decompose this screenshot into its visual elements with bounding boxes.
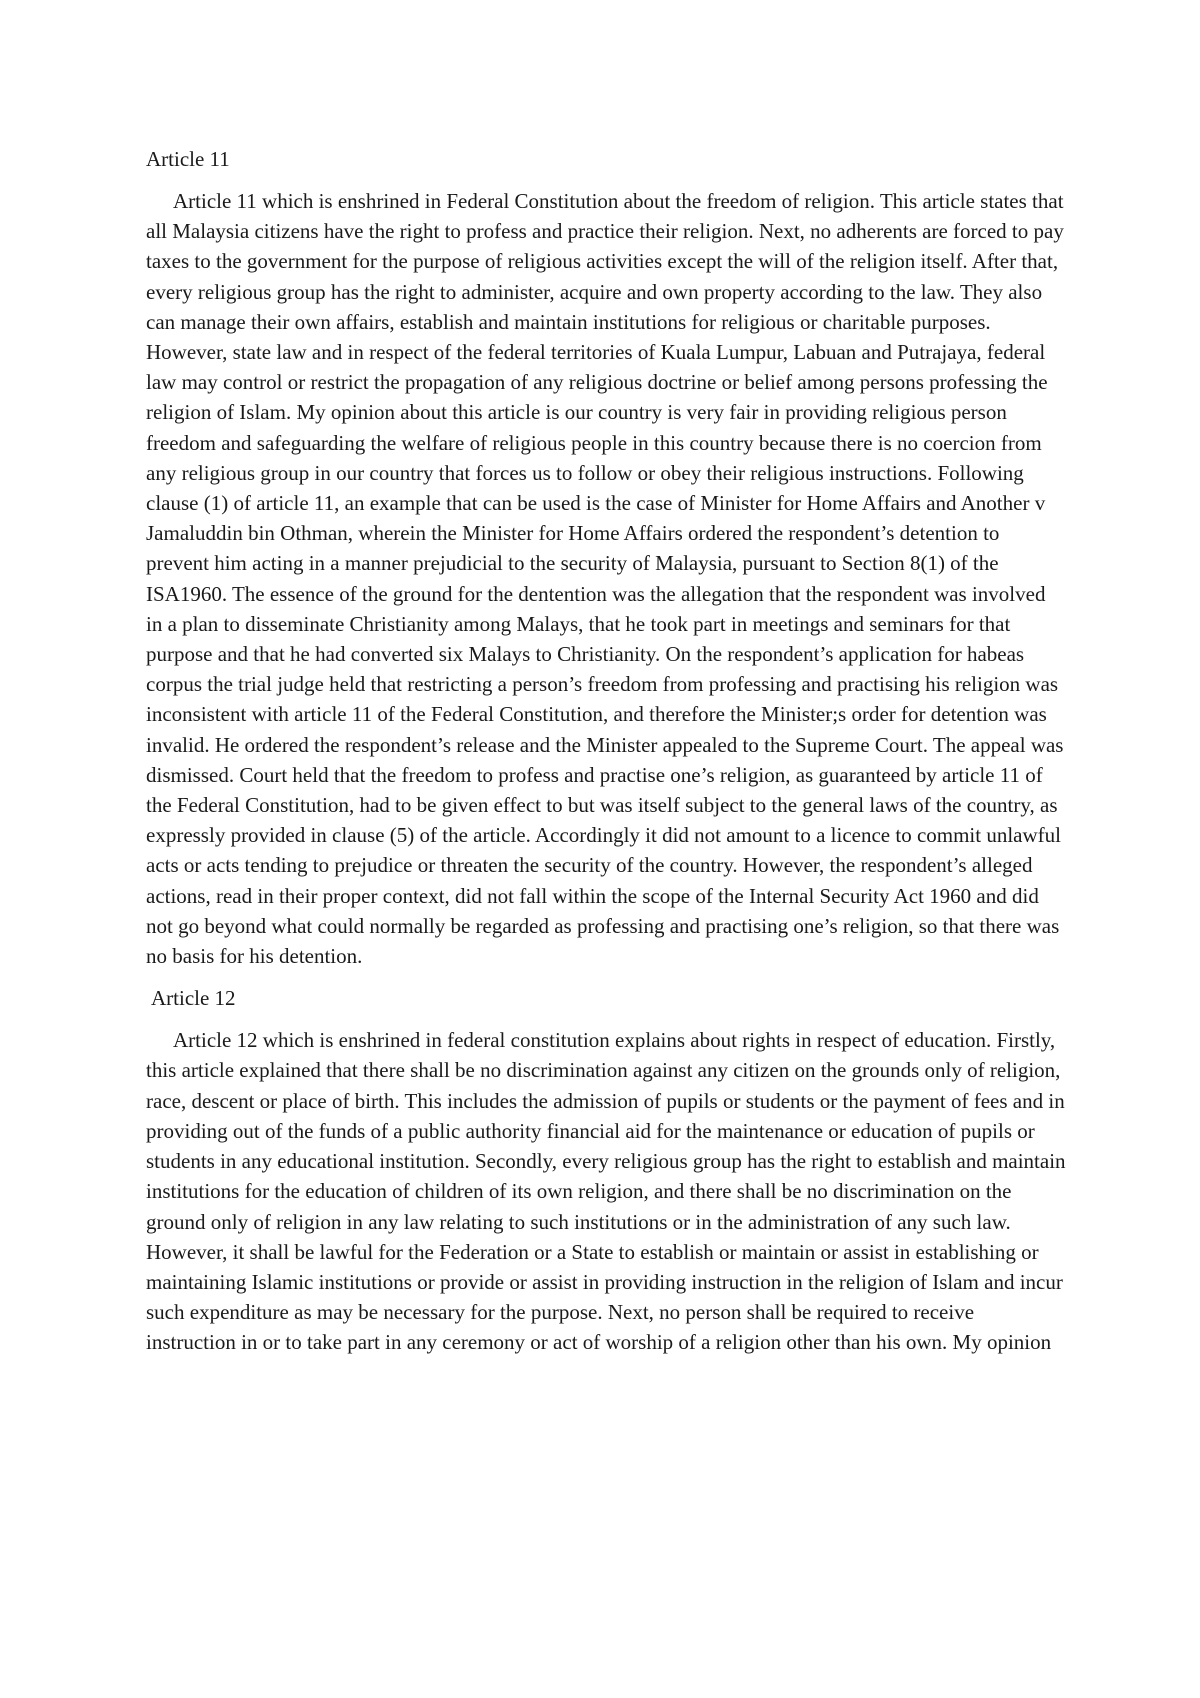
section-heading-article-12: Article 12 xyxy=(151,986,236,1011)
document-body xyxy=(146,144,1066,1358)
section-paragraph-article-11: Article 11 which is enshrined in Federal Constitution about the freedom of religion. This article states that all Malaysia citizens have the right to profess and practice their religion. Next, no adherents are forced to pay taxes to the government for the purpose of religious activities except the will of the religion itself. After that, every religious group has the right to administer, acquire and own property according to the law. They also can manage their own affairs, establish and maintain institutions for religious or charitable purposes. However, state law and in respect of the federal territories of Kuala Lumpur, Labuan and Putrajaya, federal law may control or restrict the propagation of any religious doctrine or belief among persons professing the religion of Islam. My opinion about this article is our country is very fair in providing religious person freedom and safeguarding the welfare of religious people in this country because there is no coercion from any religious group in our country that forces us to follow or obey their religious instructions. Following clause (1) of article 11, an example that can be used is the case of Minister for Home Affairs and Another v Jamaluddin bin Othman, wherein the Minister for Home Affairs ordered the respondent’s detention to prevent him acting in a manner prejudicial to the security of Malaysia, pursuant to Section 8(1) of the ISA1960. The essence of the ground for the dentention was the allegation that the respondent was involved in a plan to disseminate Christianity among Malays, that he took part in meetings and seminars for that purpose and that he had converted six Malays to Christianity. On the respondent’s application for habeas corpus the trial judge held that restricting a person’s freedom from professing and practising his religion was inconsistent with article 11 of the Federal Constitution, and therefore the Minister;s order for detention was invalid. He ordered the respondent’s release and the Minister appealed to the Supreme Court. The appeal was dismissed. Court held that the freedom to profess and practise one’s religion, as guaranteed by article 11 of the Federal Constitution, had to be given effect to but was itself subject to the general laws of the country, as expressly provided in clause (5) of the article. Accordingly it did not amount to a licence to commit unlawful acts or acts tending to prejudice or threaten the security of the country. However, the respondent’s alleged actions, read in their proper context, did not fall within the scope of the Internal Security Act 1960 and did not go beyond what could normally be regarded as professing and practising one’s religion, so that there was no basis for his detention. xyxy=(146,189,1064,969)
section-paragraph-article-12: Article 12 which is enshrined in federal constitution explains about rights in respect of education. Firstly, this article explained that there shall be no discrimination against any citizen on the grounds only of religion, race, descent or place of birth. This includes the admission of pupils or students or the payment of fees and in providing out of the funds of a public authority financial aid for the maintenance or education of pupils or students in any educational institution. Secondly, every religious group has the right to establish and maintain institutions for the education of children of its own religion, and there shall be no discrimination on the ground only of religion in any law relating to such institutions or in the administration of any such law. However, it shall be lawful for the Federation or a State to establish or maintain or assist in establishing or maintaining Islamic institutions or provide or assist in providing instruction in the religion of Islam and incur such expenditure as may be necessary for the purpose. Next, no person shall be required to receive instruction in or to take part in any ceremony or act of worship of a religion other than his own. My opinion xyxy=(146,1028,1066,1355)
section-heading-article-11: Article 11 xyxy=(146,147,230,171)
